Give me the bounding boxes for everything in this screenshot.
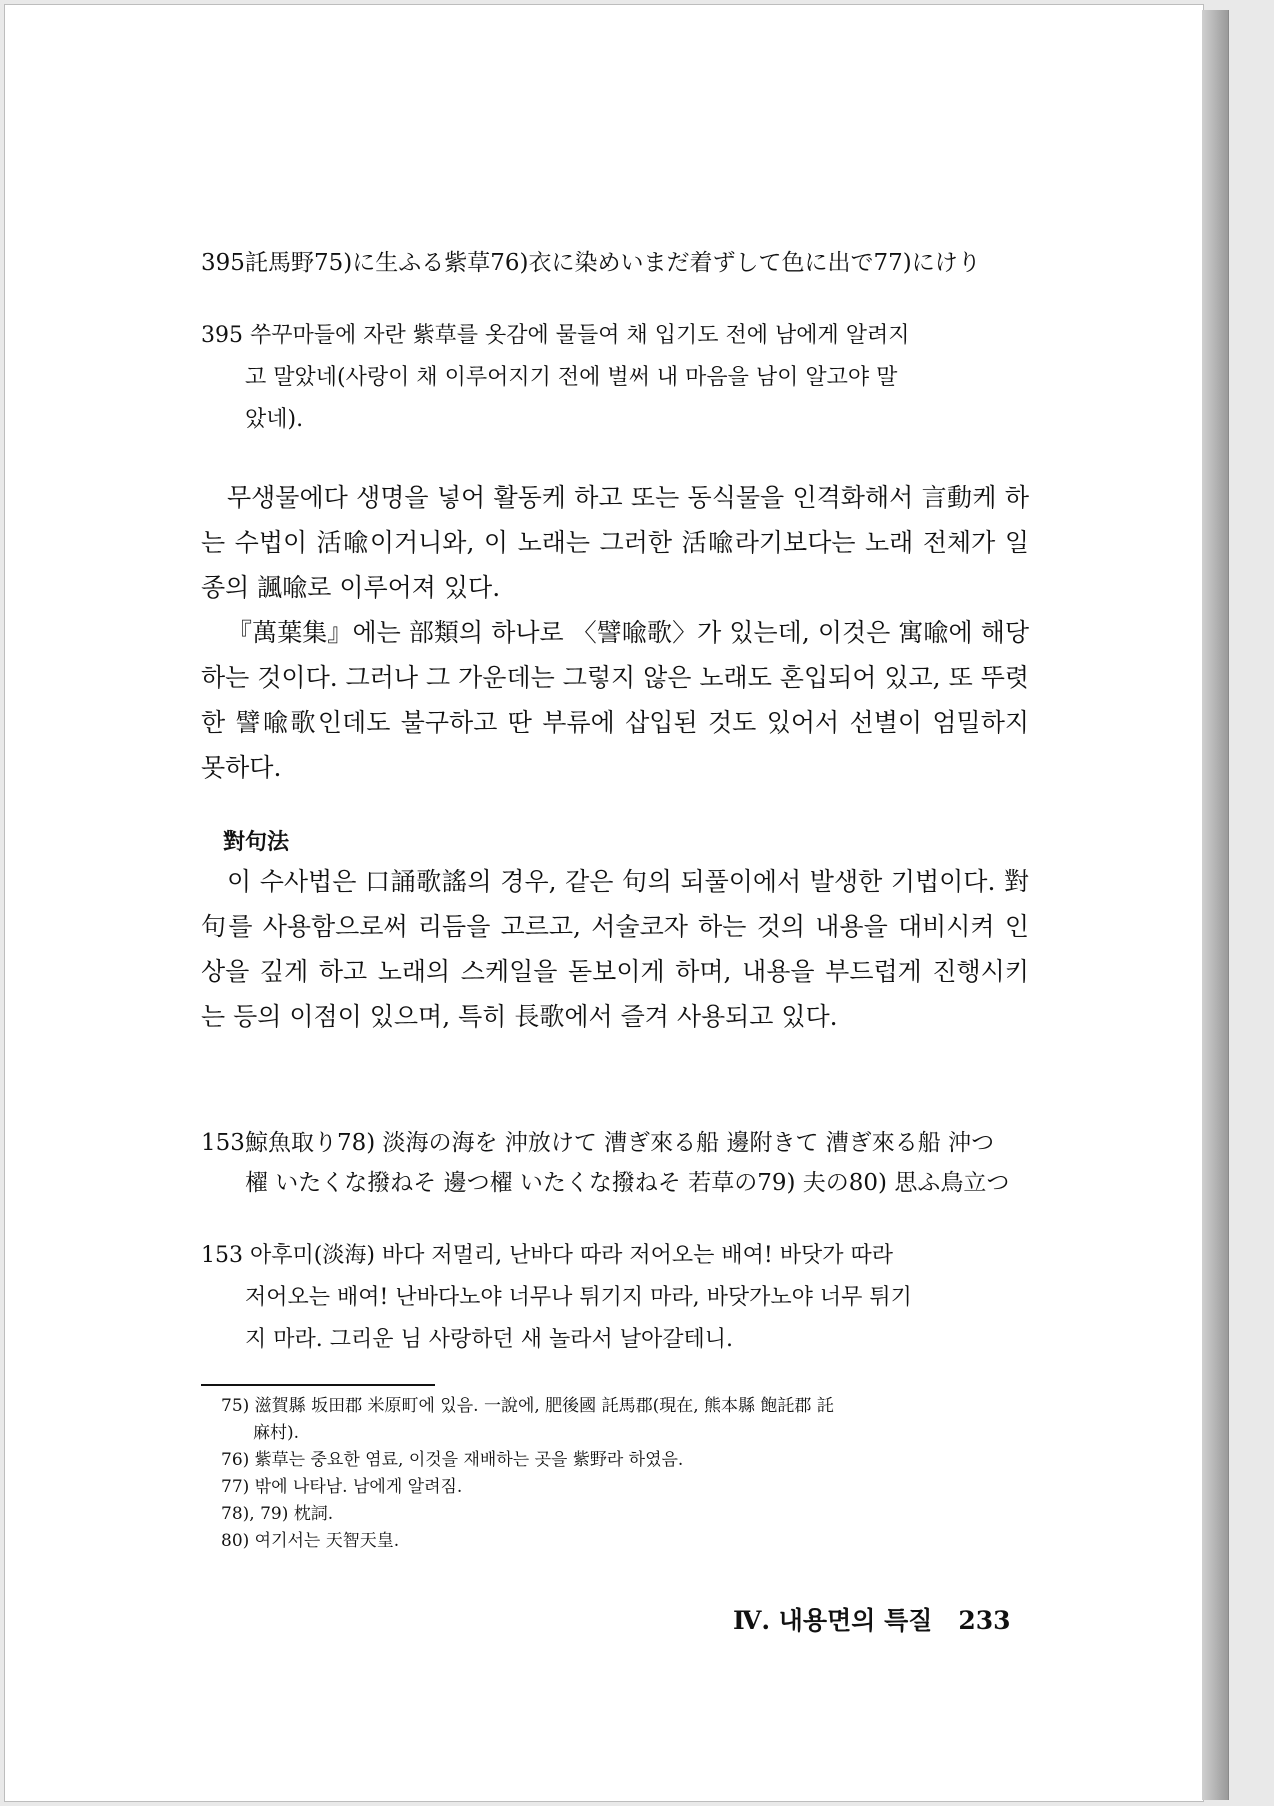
running-footer — [733, 1601, 1011, 1637]
book-page — [4, 4, 1204, 1802]
verse-line: 櫂 いたくな撥ねそ 邊つ櫂 いたくな撥ねそ 若草の79) 夫の80) 思ふ鳥立つ — [245, 1170, 1010, 1196]
paragraph: 『萬葉集』에는 部類의 하나로 〈譬喩歌〉가 있는데, 이것은 寓喩에 해당하는 것이다. 그러나 그 가운데는 그렇지 않은 노래도 혼입되어 있고, 또 뚜렷한 譬喩歌인데도 불구하고 딴 부류에 삽입된 것도 있어서 선별이 엄밀하지 못하다. — [201, 618, 1029, 782]
footnote: 77) 밖에 나타남. 남에게 알려짐. — [221, 1477, 463, 1497]
section-heading: 對句法 — [223, 829, 290, 855]
translation-153 — [201, 1235, 1029, 1361]
verse-number: 395 — [201, 250, 245, 276]
footnote-continuation: 麻村). — [253, 1423, 300, 1443]
commentary-parallelism — [201, 859, 1029, 1039]
translation-line: 395 쑤꾸마들에 자란 紫草를 옷감에 물들여 채 입기도 전에 남에게 알려지 — [201, 323, 910, 348]
verse-line: 鯨魚取り78) 淡海の海を 沖放けて 漕ぎ來る船 邊附きて 漕ぎ來る船 沖つ — [245, 1130, 995, 1156]
chapter-title: Ⅳ. 내용면의 특질 — [733, 1606, 933, 1635]
translation-line: 저어오는 배여! 난바다노야 너무나 튀기지 마라, 바닷가노야 너무 튀기 — [245, 1285, 912, 1310]
paragraph: 이 수사법은 口誦歌謠의 경우, 같은 句의 되풀이에서 발생한 기법이다. 對句를 사용함으로써 리듬을 고르고, 서술코자 하는 것의 내용을 대비시켜 인상을 깊게 하고 노래의 스케일을 돋보이게 하며, 내용을 부드럽게 진행시키는 등의 이점이 있으며, 특히 長歌에서 즐겨 사용되고 있다. — [201, 867, 1029, 1031]
verse-395 — [201, 243, 1041, 283]
verse-text: 託馬野75)に生ふる紫草76)衣に染めいまだ着ずして色に出で77)にけり — [245, 250, 981, 276]
translation-line: 고 말았네(사랑이 채 이루어지기 전에 벌써 내 마음을 남이 알고야 말 — [245, 365, 898, 390]
translation-line: 153 아후미(淡海) 바다 저멀리, 난바다 따라 저어오는 배여! 바닷가 따라 — [201, 1243, 893, 1268]
footnote: 76) 紫草는 중요한 염료, 이것을 재배하는 곳을 紫野라 하였음. — [221, 1450, 684, 1470]
footnote: 75) 滋賀縣 坂田郡 米原町에 있음. 一說에, 肥後國 託馬郡(現在, 熊本縣 飽託郡 託 — [221, 1396, 834, 1416]
footnotes — [221, 1393, 1033, 1555]
verse-153 — [201, 1123, 1041, 1203]
footnote: 78), 79) 枕詞. — [221, 1504, 334, 1524]
paragraph: 무생물에다 생명을 넣어 활동케 하고 또는 동식물을 인격화해서 言動케 하는 수법이 活喩이거니와, 이 노래는 그러한 活喩라기보다는 노래 전체가 일종의 諷喩로 이루어져 있다. — [201, 483, 1029, 602]
footnote: 80) 여기서는 天智天皇. — [221, 1531, 400, 1551]
translation-line: 았네). — [245, 407, 304, 432]
translation-395 — [201, 315, 1029, 441]
footnote-rule — [201, 1384, 435, 1386]
verse-number: 153 — [201, 1130, 245, 1156]
page-number: 233 — [958, 1606, 1011, 1635]
commentary-metaphor — [201, 475, 1029, 790]
translation-line: 지 마라. 그리운 님 사랑하던 새 놀라서 날아갈테니. — [245, 1327, 733, 1352]
page-edge-shadow — [1202, 10, 1229, 1800]
